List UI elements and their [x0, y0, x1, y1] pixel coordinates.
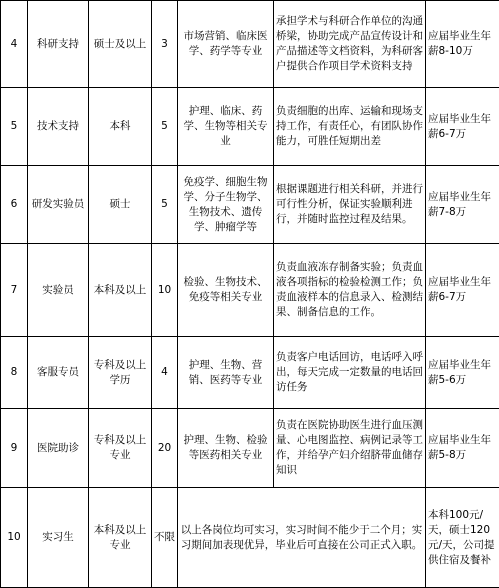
position-title: 医院助诊	[28, 409, 89, 488]
headcount: 3	[152, 1, 178, 88]
headcount: 不限	[152, 488, 178, 588]
salary: 应届毕业生年薪8-10万	[426, 1, 499, 88]
headcount: 5	[152, 88, 178, 166]
headcount: 5	[152, 166, 178, 244]
education-requirement: 专科及以上学历	[89, 337, 152, 409]
row-number: 9	[1, 409, 28, 488]
row-number: 10	[1, 488, 28, 588]
position-title: 技术支持	[28, 88, 89, 166]
headcount: 10	[152, 244, 178, 337]
position-title: 研发实验员	[28, 166, 89, 244]
education-requirement: 硕士及以上	[89, 1, 152, 88]
row-number: 8	[1, 337, 28, 409]
job-duty: 负责在医院协助医生进行血压测量、心电图监控、病例记录等工作，并给孕产妇介绍脐带血储存知识	[274, 409, 426, 488]
education-requirement: 本科及以上	[89, 244, 152, 337]
job-duty: 负责客户电话回访，电话呼入呼出，每天完成一定数量的电话回访任务	[274, 337, 426, 409]
row-number: 6	[1, 166, 28, 244]
major-requirement: 护理、临床、药学、生物等相关专业	[178, 88, 274, 166]
salary: 应届毕业生年薪5-6万	[426, 337, 499, 409]
headcount: 20	[152, 409, 178, 488]
job-duty: 负责血液冻存制备实验；负责血液各项指标的检验检测工作；负责血液样本的信息录入、检测结果、制备信息的工作。	[274, 244, 426, 337]
education-requirement: 专科及以上专业	[89, 409, 152, 488]
education-requirement: 本科	[89, 88, 152, 166]
salary: 应届毕业生年薪7-8万	[426, 166, 499, 244]
education-requirement: 本科及以上专业	[89, 488, 152, 588]
position-title: 客服专员	[28, 337, 89, 409]
major-requirement: 检验、生物技术、免疫等相关专业	[178, 244, 274, 337]
table-row	[1, 244, 499, 337]
major-requirement: 护理、生物、营销、医药等专业	[178, 337, 274, 409]
salary: 应届毕业生年薪6-7万	[426, 244, 499, 337]
job-table-body	[1, 1, 499, 588]
job-duty: 负责细胞的出库、运输和现场支持工作，有责任心，有团队协作能力，可胜任短期出差	[274, 88, 426, 166]
education-requirement: 硕士	[89, 166, 152, 244]
table-row	[1, 88, 499, 166]
table-row	[1, 409, 499, 488]
salary: 应届毕业生年薪6-7万	[426, 88, 499, 166]
salary: 应届毕业生年薪5-8万	[426, 409, 499, 488]
major-requirement: 市场营销、临床医学、药学等专业	[178, 1, 274, 88]
salary: 本科100元/天，硕士120元/天，公司提供住宿及餐补	[426, 488, 499, 588]
table-row-intern	[1, 488, 499, 588]
intern-description: 以上各岗位均可实习，实习时间不能少于二个月；实习期间加表现优异，毕业后可直接在公司正式入职。	[178, 488, 426, 588]
major-requirement: 护理、生物、检验等医药相关专业	[178, 409, 274, 488]
row-number: 7	[1, 244, 28, 337]
job-duty: 根据课题进行相关科研，并进行可行性分析，保证实验顺利进行，并随时监控过程及结果。	[274, 166, 426, 244]
table-row	[1, 1, 499, 88]
row-number: 4	[1, 1, 28, 88]
major-requirement: 免疫学、细胞生物学、分子生物学、生物技术、遗传学、肿瘤学等	[178, 166, 274, 244]
table-row	[1, 337, 499, 409]
position-title: 实验员	[28, 244, 89, 337]
job-duty: 承担学术与科研合作单位的沟通桥梁，协助完成产品宣传设计和产品描述等文档资料，为科研客户提供合作项目学术资料支持	[274, 1, 426, 88]
position-title: 科研支持	[28, 1, 89, 88]
table-row	[1, 166, 499, 244]
row-number: 5	[1, 88, 28, 166]
headcount: 4	[152, 337, 178, 409]
position-title: 实习生	[28, 488, 89, 588]
